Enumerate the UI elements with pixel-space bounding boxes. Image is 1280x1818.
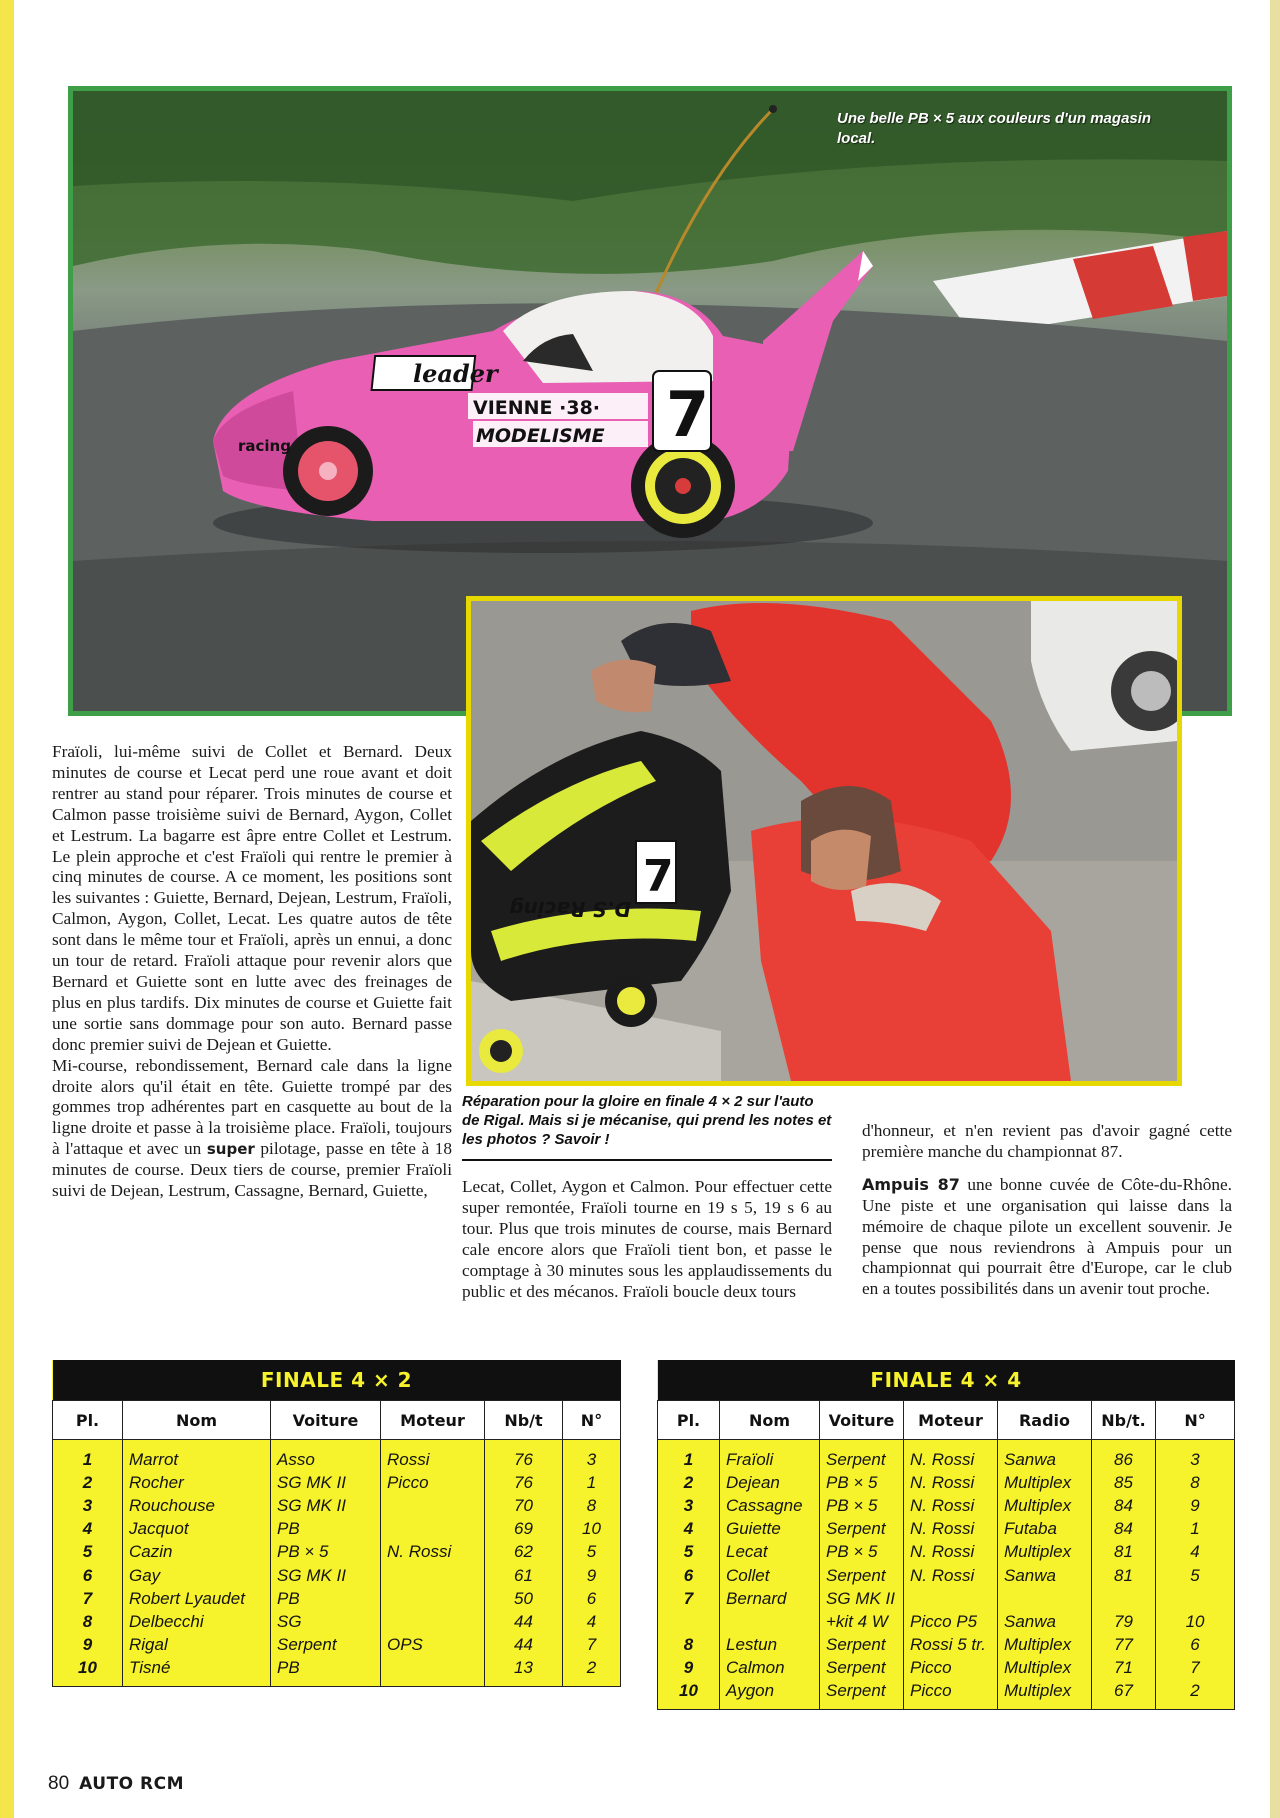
table-cell: PB × 5 xyxy=(271,1541,381,1564)
table-row xyxy=(658,1587,1235,1610)
table-cell: Tisné xyxy=(123,1657,271,1687)
table-row xyxy=(658,1610,1235,1633)
table-cell: 8 xyxy=(1156,1471,1235,1494)
table-cell xyxy=(381,1518,485,1541)
table-cell: +kit 4 W xyxy=(820,1610,904,1633)
column-header: Nom xyxy=(123,1401,271,1440)
table-cell: 9 xyxy=(658,1657,720,1680)
table-cell: 81 xyxy=(1092,1541,1156,1564)
table-cell: Lestun xyxy=(720,1634,820,1657)
table-cell: 1 xyxy=(658,1440,720,1472)
article-column-1 xyxy=(52,742,452,1202)
article-paragraph-4: d'honneur, et n'en revient pas d'avoir gagné cette première manche du championnat 87. xyxy=(862,1121,1232,1161)
table-row xyxy=(658,1494,1235,1517)
table-cell: 6 xyxy=(658,1564,720,1587)
table-cell: 84 xyxy=(1092,1494,1156,1517)
table-cell: 2 xyxy=(658,1471,720,1494)
table-row xyxy=(658,1518,1235,1541)
article-paragraph-5-text: une bonne cuvée de Côte-du-Rhône. Une piste et une organisation qui laisse dans la mémoire de chaque pilote un excellent souvenir. Je pense que nous reviendrons à Ampuis pour un championnat qui pourrait être d'Europe, car le club en a toutes possibilités dans un avenir tout proche. xyxy=(862,1174,1232,1299)
table-row xyxy=(658,1657,1235,1680)
table-cell: Multiplex xyxy=(998,1471,1092,1494)
table-cell xyxy=(381,1494,485,1517)
column-header: N° xyxy=(1156,1401,1235,1440)
table-cell: SG MK II xyxy=(271,1564,381,1587)
table-cell: 4 xyxy=(1156,1541,1235,1564)
shop-line1-text: VIENNE ·38· xyxy=(473,397,601,419)
table-row xyxy=(53,1564,621,1587)
repair-photo xyxy=(466,596,1182,1086)
table-cell: 8 xyxy=(563,1494,621,1517)
table-cell xyxy=(720,1610,820,1633)
table-row xyxy=(658,1680,1235,1710)
article-paragraph-5 xyxy=(862,1175,1232,1300)
column-header: N° xyxy=(563,1401,621,1440)
table-cell: Sanwa xyxy=(998,1440,1092,1472)
article-paragraph-2-end: pilotage, passe en tête à 18 minutes de course. Deux tiers de course, premier Fraïoli suivi de Dejean, Lestrum, Cassagne, Bernard, Guiette, xyxy=(52,1139,453,1201)
table-cell: Multiplex xyxy=(998,1494,1092,1517)
car-sponsor-text-2: D.S Racing xyxy=(509,897,631,921)
table-cell xyxy=(381,1564,485,1587)
table-cell: Dejean xyxy=(720,1471,820,1494)
column-header: Moteur xyxy=(904,1401,998,1440)
table-cell: 1 xyxy=(53,1440,123,1472)
car-side-text: racing xyxy=(238,437,291,455)
column-header: Pl. xyxy=(53,1401,123,1440)
table-cell: 3 xyxy=(53,1494,123,1517)
table-cell: 6 xyxy=(1156,1634,1235,1657)
table-row xyxy=(53,1518,621,1541)
column-header: Nom xyxy=(720,1401,820,1440)
table-cell: Picco P5 xyxy=(904,1610,998,1633)
table-cell: 1 xyxy=(563,1471,621,1494)
table-cell: PB × 5 xyxy=(820,1494,904,1517)
table-cell: 84 xyxy=(1092,1518,1156,1541)
table-cell: 76 xyxy=(485,1471,563,1494)
table-cell: Multiplex xyxy=(998,1541,1092,1564)
table-row xyxy=(53,1587,621,1610)
table-cell xyxy=(1092,1587,1156,1610)
table-cell: N. Rossi xyxy=(904,1440,998,1472)
table-cell: 7 xyxy=(658,1587,720,1610)
table-cell: Serpent xyxy=(820,1680,904,1710)
table-cell: Multiplex xyxy=(998,1680,1092,1710)
table-cell: Rigal xyxy=(123,1634,271,1657)
table-cell: 6 xyxy=(53,1564,123,1587)
table-cell xyxy=(658,1610,720,1633)
ampuis-87-heading: Ampuis 87 xyxy=(862,1174,960,1194)
table-cell: 86 xyxy=(1092,1440,1156,1472)
table-title: FINALE 4 × 2 xyxy=(53,1360,621,1401)
table-cell: Lecat xyxy=(720,1541,820,1564)
table-cell: 7 xyxy=(53,1587,123,1610)
table-cell: Multiplex xyxy=(998,1657,1092,1680)
table-row xyxy=(658,1471,1235,1494)
table-cell: 1 xyxy=(1156,1518,1235,1541)
shop-line2-text: MODELISME xyxy=(476,425,605,447)
column-header: Radio xyxy=(998,1401,1092,1440)
table-cell xyxy=(381,1610,485,1633)
table-cell: 4 xyxy=(563,1610,621,1633)
article-column-3 xyxy=(862,1121,1232,1300)
page-number: 80 xyxy=(48,1773,70,1794)
table-cell: N. Rossi xyxy=(904,1541,998,1564)
table-cell: 3 xyxy=(1156,1440,1235,1472)
table-cell: Fraïoli xyxy=(720,1440,820,1472)
table-cell: Asso xyxy=(271,1440,381,1472)
table-cell: Picco xyxy=(904,1657,998,1680)
table-cell: Rossi 5 tr. xyxy=(904,1634,998,1657)
page-footer xyxy=(48,1773,184,1795)
table-row xyxy=(658,1440,1235,1472)
table-cell: 79 xyxy=(1092,1610,1156,1633)
table-cell: N. Rossi xyxy=(904,1494,998,1517)
table-cell: 3 xyxy=(658,1494,720,1517)
table-cell: 50 xyxy=(485,1587,563,1610)
table-cell xyxy=(381,1587,485,1610)
table-cell: Rocher xyxy=(123,1471,271,1494)
table-cell: 10 xyxy=(1156,1610,1235,1633)
column-header: Voiture xyxy=(271,1401,381,1440)
table-cell: Sanwa xyxy=(998,1564,1092,1587)
table-cell: SG MK II xyxy=(820,1587,904,1610)
article-paragraph-3: Lecat, Collet, Aygon et Calmon. Pour effectuer cette super remontée, Fraïoli tourne en 19 s 5, 19 s 6 au tour. Plus que trois minutes de course, mais Bernard cale encore alors que Fraïoli tient bon, et passe le comptage à 30 minutes sous les applaudissements du public et des mécanos. Fraïoli boucle deux tours xyxy=(462,1177,832,1301)
table-cell: Delbecchi xyxy=(123,1610,271,1633)
table-cell: 4 xyxy=(53,1518,123,1541)
page-edge-left xyxy=(0,0,14,1818)
table-cell: PB × 5 xyxy=(820,1541,904,1564)
table-cell: 9 xyxy=(53,1634,123,1657)
table-cell: 7 xyxy=(563,1634,621,1657)
table-cell: Robert Lyaudet xyxy=(123,1587,271,1610)
table-cell: SG xyxy=(271,1610,381,1633)
table-cell: PB xyxy=(271,1657,381,1687)
table-cell: 77 xyxy=(1092,1634,1156,1657)
table-cell: N. Rossi xyxy=(904,1471,998,1494)
table-cell xyxy=(998,1587,1092,1610)
table-cell: Serpent xyxy=(820,1518,904,1541)
table-cell: Futaba xyxy=(998,1518,1092,1541)
results-table-finale-4x4 xyxy=(657,1360,1235,1710)
table-cell: 69 xyxy=(485,1518,563,1541)
table-cell: Rossi xyxy=(381,1440,485,1472)
table-cell: Jacquot xyxy=(123,1518,271,1541)
table-cell: 4 xyxy=(658,1518,720,1541)
table-cell: Serpent xyxy=(820,1564,904,1587)
results-table-finale-4x2 xyxy=(52,1360,621,1687)
table-cell: Bernard xyxy=(720,1587,820,1610)
table-row xyxy=(53,1610,621,1633)
page-edge-right xyxy=(1270,0,1280,1818)
table-row xyxy=(658,1634,1235,1657)
table-cell: 5 xyxy=(563,1541,621,1564)
table-cell: 61 xyxy=(485,1564,563,1587)
table-cell: 2 xyxy=(53,1471,123,1494)
table-cell xyxy=(381,1657,485,1687)
photo-caption-repair: Réparation pour la gloire en finale 4 × 2 sur l'auto de Rigal. Mais si je mécanise, qui prend les notes et les photos ? Savoir ! xyxy=(462,1092,832,1161)
article-column-2 xyxy=(462,1177,832,1302)
table-cell: PB × 5 xyxy=(820,1471,904,1494)
table-row xyxy=(53,1541,621,1564)
table-cell: 71 xyxy=(1092,1657,1156,1680)
table-row xyxy=(658,1564,1235,1587)
table-cell: Guiette xyxy=(720,1518,820,1541)
table-cell: Gay xyxy=(123,1564,271,1587)
column-header: Moteur xyxy=(381,1401,485,1440)
table-cell: 70 xyxy=(485,1494,563,1517)
table-cell: 7 xyxy=(1156,1657,1235,1680)
table-cell: 9 xyxy=(563,1564,621,1587)
table-cell: SG MK II xyxy=(271,1471,381,1494)
column-header: Nb/t xyxy=(485,1401,563,1440)
table-cell: 5 xyxy=(1156,1564,1235,1587)
table-cell: Picco xyxy=(381,1471,485,1494)
table-cell: Serpent xyxy=(820,1634,904,1657)
column-header: Pl. xyxy=(658,1401,720,1440)
table-row xyxy=(658,1541,1235,1564)
table-cell: 5 xyxy=(658,1541,720,1564)
table-cell: 13 xyxy=(485,1657,563,1687)
table-cell: N. Rossi xyxy=(904,1564,998,1587)
table-cell: 10 xyxy=(658,1680,720,1710)
table-cell: SG MK II xyxy=(271,1494,381,1517)
repair-illustration xyxy=(471,601,1177,1081)
table-cell: N. Rossi xyxy=(904,1518,998,1541)
table-cell: Picco xyxy=(904,1680,998,1710)
table-cell: Cazin xyxy=(123,1541,271,1564)
table-cell: 10 xyxy=(563,1518,621,1541)
table-cell: Rouchouse xyxy=(123,1494,271,1517)
table-row xyxy=(53,1494,621,1517)
table-cell: 76 xyxy=(485,1440,563,1472)
table-cell: Calmon xyxy=(720,1657,820,1680)
table-row xyxy=(53,1634,621,1657)
super-emphasis: super xyxy=(206,1140,255,1159)
column-header: Voiture xyxy=(820,1401,904,1440)
table-title: FINALE 4 × 4 xyxy=(658,1360,1235,1401)
column-header: Nb/t. xyxy=(1092,1401,1156,1440)
table-cell: 6 xyxy=(563,1587,621,1610)
table-row xyxy=(53,1657,621,1687)
table-cell: OPS xyxy=(381,1634,485,1657)
table-cell: 8 xyxy=(658,1634,720,1657)
table-cell: 5 xyxy=(53,1541,123,1564)
table-cell: Marrot xyxy=(123,1440,271,1472)
table-cell: 67 xyxy=(1092,1680,1156,1710)
table-cell xyxy=(904,1587,998,1610)
table-cell: Cassagne xyxy=(720,1494,820,1517)
magazine-name: AUTO RCM xyxy=(79,1774,185,1794)
table-cell: Sanwa xyxy=(998,1610,1092,1633)
article-paragraph-1: Fraïoli, lui-même suivi de Collet et Bernard. Deux minutes de course et Lecat perd une roue avant et doit rentrer au stand pour réparer. Trois minutes de course et Calmon passe troisième suivi de Bernard, Aygon, Collet et Lestrum. La bagarre est âpre entre Collet et Lestrum. Le plein approche et c'est Fraïoli qui rentre le premier à cinq minutes de course. A ce moment, les positions sont les suivantes : Guiette, Bernard, Dejean, Lestrum, Fraïoli, Calmon, Aygon, Collet, Lecat. Les quatre autos de tête sont dans le même tour et Fraïoli, après un ennui, a donc un tour de retard. Fraïoli attaque pour revenir alors que Bernard et Guiette sont en lutte avec des freinages de plus en plus tardifs. Dix minutes de course et Guiette fait une sortie sans dommage pour son auto. Bernard passe donc premier suivi de Dejean et Guiette. xyxy=(52,742,452,1054)
table-cell: 2 xyxy=(1156,1680,1235,1710)
table-cell: Serpent xyxy=(820,1657,904,1680)
table-cell: 9 xyxy=(1156,1494,1235,1517)
table-cell: 3 xyxy=(563,1440,621,1472)
table-cell: PB xyxy=(271,1587,381,1610)
table-cell: Multiplex xyxy=(998,1634,1092,1657)
table-cell: 44 xyxy=(485,1610,563,1633)
table-cell: Collet xyxy=(720,1564,820,1587)
car-number-text-2: 7 xyxy=(643,851,674,902)
table-cell: 44 xyxy=(485,1634,563,1657)
article-paragraph-2 xyxy=(52,1056,452,1202)
table-cell: Serpent xyxy=(820,1440,904,1472)
car-number-text: 7 xyxy=(666,378,710,451)
table-row xyxy=(53,1440,621,1472)
table-cell: 2 xyxy=(563,1657,621,1687)
table-cell: PB xyxy=(271,1518,381,1541)
table-cell: 8 xyxy=(53,1610,123,1633)
table-cell: 81 xyxy=(1092,1564,1156,1587)
photo-caption-top: Une belle PB × 5 aux couleurs d'un magasin local. xyxy=(837,110,1152,147)
article-paragraph-2-start: Mi-course, rebondissement, Bernard cale dans la ligne droite alors qu'il était en tête. Guiette trompé par des gommes trop adhérentes part en casquette au bout de la ligne droite et passe à la troisième place. Fraïoli, toujours à l'attaque et avec un xyxy=(52,1055,452,1159)
table-cell: 85 xyxy=(1092,1471,1156,1494)
table-cell: Aygon xyxy=(720,1680,820,1710)
table-cell: 62 xyxy=(485,1541,563,1564)
table-cell xyxy=(1156,1587,1235,1610)
table-cell: 10 xyxy=(53,1657,123,1687)
table-cell: Serpent xyxy=(271,1634,381,1657)
table-row xyxy=(53,1471,621,1494)
table-cell: N. Rossi xyxy=(381,1541,485,1564)
sponsor-leader-text: leader xyxy=(413,359,498,388)
